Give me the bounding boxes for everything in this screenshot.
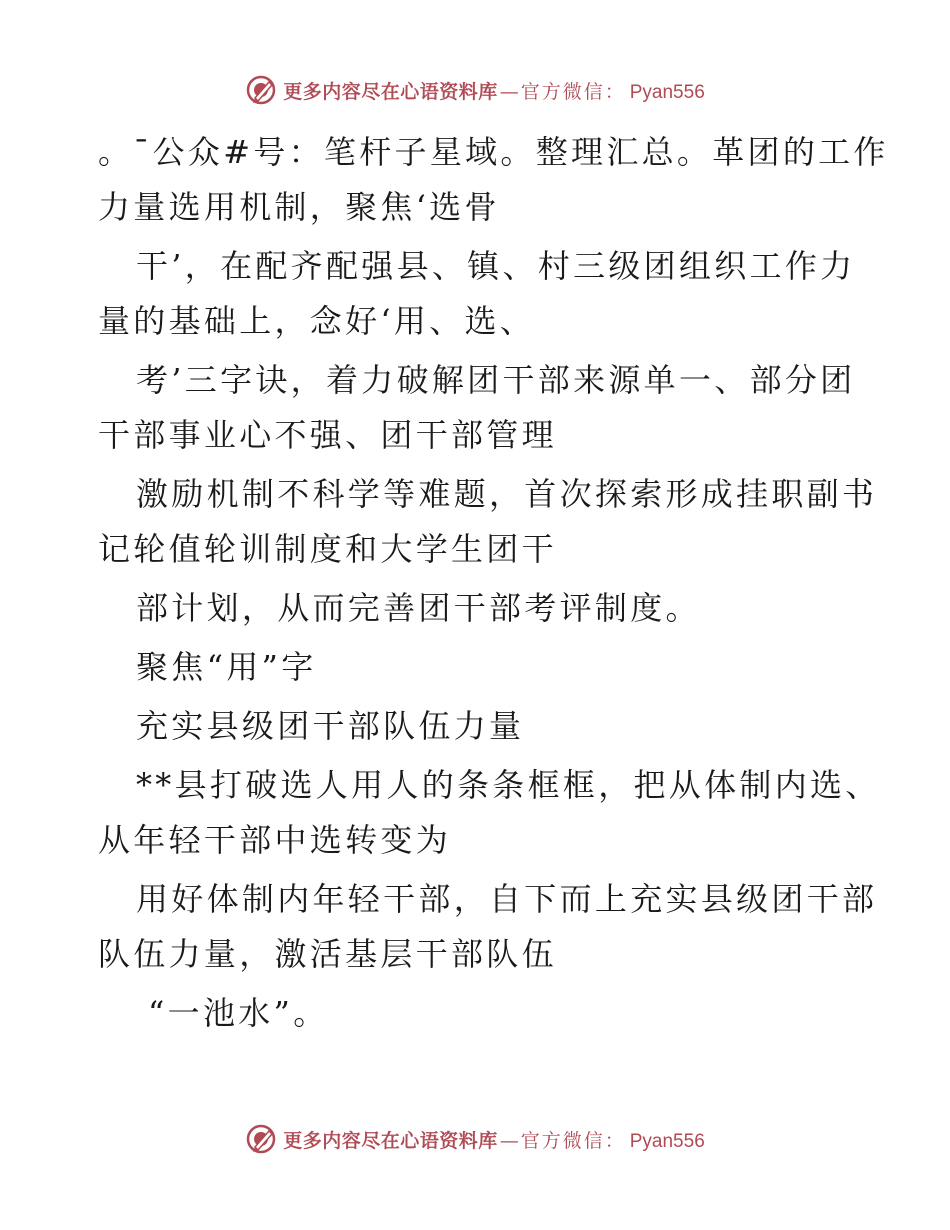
text-line: **县打破选人用人的条条框框，把从体制内选、 — [136, 766, 881, 804]
text-line: 力量选用机制，聚焦‘选骨 — [98, 188, 500, 226]
text-line: 量的基础上，念好‘用、选、 — [98, 302, 536, 340]
text-line: “一池水”。 — [148, 994, 329, 1032]
text-line: 考’三字诀，着力破解团干部来源单一、部分团 — [136, 361, 856, 399]
banner-wechat-id: Pyan556 — [629, 81, 705, 103]
banner-separator: — — [499, 80, 519, 103]
text-line: 记轮值轮训制度和大学生团干 — [98, 530, 557, 568]
text-line: 用好体制内年轻干部，自下而上充实县级团干部 — [136, 880, 878, 918]
header-watermark — [0, 70, 950, 110]
text-line: 干部事业心不强、团干部管理 — [98, 416, 557, 454]
banner-main-text: 更多内容尽在心语资料库 — [283, 80, 498, 103]
text-line: 从年轻干部中选转变为 — [98, 821, 452, 859]
footer-watermark — [0, 1119, 950, 1159]
text-line: 部计划，从而完善团干部考评制度。 — [136, 589, 701, 627]
banner-wechat-id: Pyan556 — [629, 1130, 705, 1152]
pen-logo-icon — [245, 1123, 277, 1155]
section-heading: 聚焦“用”字 — [136, 648, 317, 686]
banner-sub-text: 官方微信： — [520, 1129, 626, 1152]
text-line: 干’，在配齐配强县、镇、村三级团组织工作力 — [136, 247, 856, 285]
banner-main-text: 更多内容尽在心语资料库 — [283, 1129, 498, 1152]
section-subheading: 充实县级团干部队伍力量 — [136, 707, 525, 745]
text-line: 。¯公众#号：笔杆子星域。整理汇总。革团的工作 — [98, 133, 889, 171]
document-body — [98, 125, 889, 1041]
banner-separator: — — [499, 1129, 519, 1152]
text-line: 激励机制不科学等难题，首次探索形成挂职副书 — [136, 475, 878, 513]
banner-sub-text: 官方微信： — [520, 80, 626, 103]
text-line: 队伍力量，激活基层干部队伍 — [98, 935, 557, 973]
pen-logo-icon — [245, 74, 277, 106]
